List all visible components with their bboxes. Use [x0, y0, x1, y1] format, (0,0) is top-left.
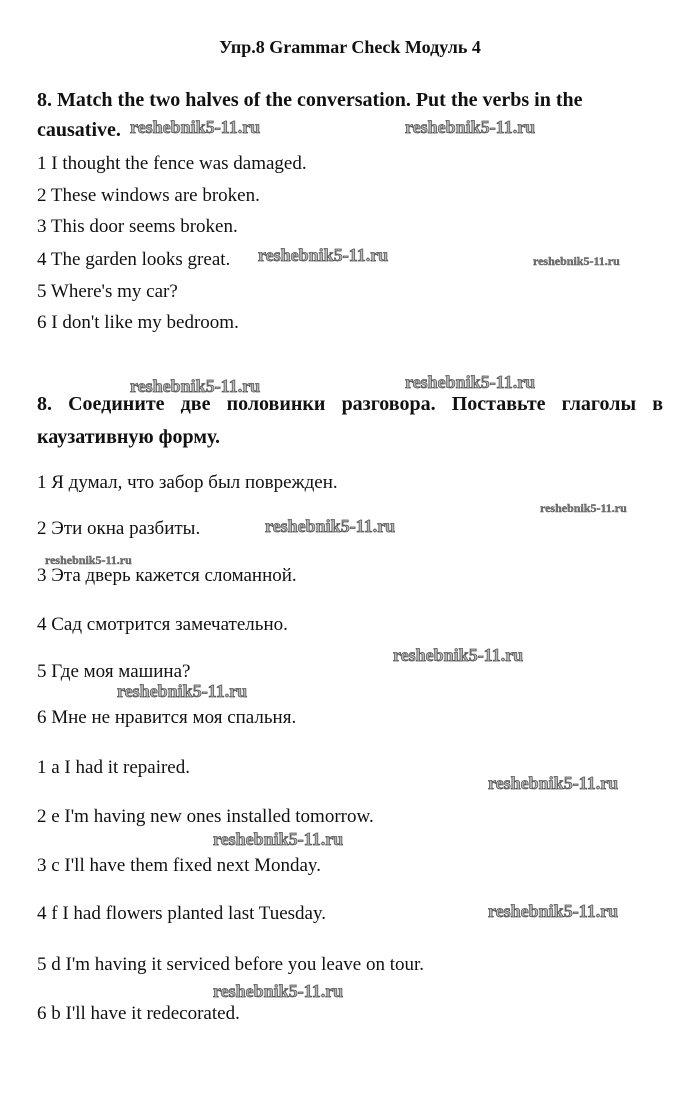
en-item: 1 I thought the fence was damaged.: [37, 153, 307, 174]
watermark: reshebnik5-11.ru: [213, 829, 344, 849]
watermark: reshebnik5-11.ru: [488, 901, 619, 921]
en-item: 6 I don't like my bedroom.: [37, 312, 239, 333]
exercise-heading-ru-cont: каузативную форму.: [37, 426, 220, 448]
watermark: reshebnik5-11.ru: [117, 681, 248, 701]
watermark: reshebnik5-11.ru: [45, 553, 132, 567]
watermark: reshebnik5-11.ru: [258, 245, 389, 265]
exercise-heading-en-cont: causative.: [37, 119, 121, 141]
answer-item: 4 f I had flowers planted last Tuesday.: [37, 903, 326, 924]
watermark: reshebnik5-11.ru: [130, 376, 261, 396]
watermark: reshebnik5-11.ru: [533, 254, 620, 268]
ru-item: 1 Я думал, что забор был поврежден.: [37, 472, 338, 493]
watermark: reshebnik5-11.ru: [405, 372, 536, 392]
answer-item: 1 a I had it repaired.: [37, 757, 190, 778]
answer-item: 6 b I'll have it redecorated.: [37, 1003, 240, 1024]
page-title: Упр.8 Grammar Check Модуль 4: [219, 37, 481, 57]
watermark: reshebnik5-11.ru: [213, 981, 344, 1001]
watermark: reshebnik5-11.ru: [540, 501, 627, 515]
answer-item: 5 d I'm having it serviced before you leave on tour.: [37, 954, 425, 975]
ru-item: 2 Эти окна разбиты.: [37, 518, 201, 539]
en-item: 5 Where's my car?: [37, 281, 178, 302]
watermark: reshebnik5-11.ru: [393, 645, 524, 665]
ru-item: 5 Где моя машина?: [37, 661, 191, 682]
exercise-heading-en: 8. Match the two halves of the conversation. Put the verbs in the: [37, 89, 583, 111]
exercise-heading-ru: 8. Соедините две половинки разговора. Поставьте глаголы в: [37, 393, 663, 415]
watermark: reshebnik5-11.ru: [265, 516, 396, 536]
en-item: 3 This door seems broken.: [37, 216, 238, 237]
en-item: 4 The garden looks great.: [37, 249, 231, 270]
answer-item: 3 c I'll have them fixed next Monday.: [37, 855, 321, 876]
watermark: reshebnik5-11.ru: [488, 773, 619, 793]
ru-item: 3 Эта дверь кажется сломанной.: [37, 565, 297, 586]
watermark: reshebnik5-11.ru: [130, 117, 261, 137]
ru-item: 4 Сад смотрится замечательно.: [37, 614, 288, 635]
answer-item: 2 e I'm having new ones installed tomorrow.: [37, 806, 374, 827]
en-item: 2 These windows are broken.: [37, 185, 260, 206]
ru-item: 6 Мне не нравится моя спальня.: [37, 707, 297, 728]
watermark: reshebnik5-11.ru: [405, 117, 536, 137]
